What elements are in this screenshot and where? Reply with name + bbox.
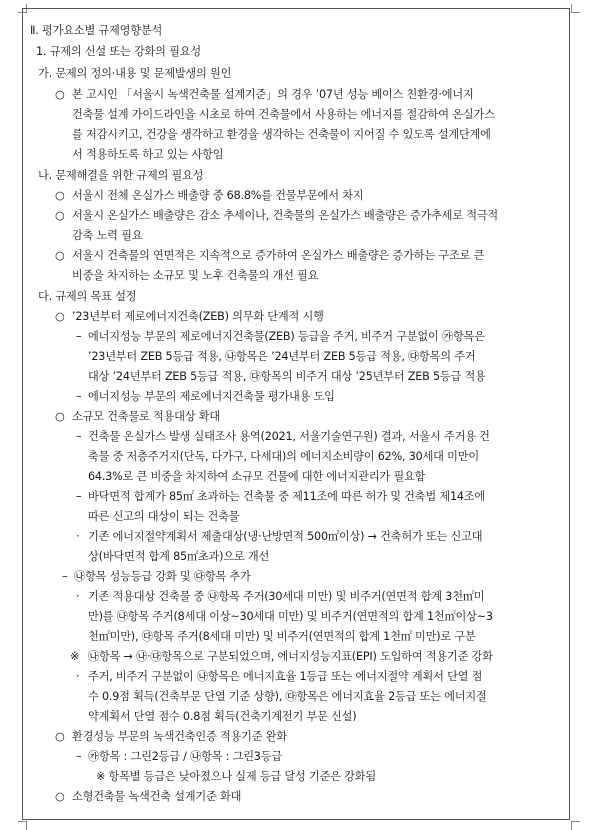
paragraph-line: 를 저감시키고, 건강을 생각하고 환경을 생각하는 건축물이 지어질 수 있도록 설계단계에 — [72, 128, 491, 141]
paragraph-line: 서울시 전체 온실가스 배출량 중 68.8%를 건물부문에서 차지 — [72, 189, 364, 202]
paragraph-line: 천㎡미만), ㉰항목 주거(8세대 미만) 및 비주거(연면적의 합계 1천㎡ 미만)로 구분 — [88, 630, 476, 643]
bullet-icon: ○ — [55, 730, 65, 743]
dot-icon: · — [76, 670, 80, 683]
note-icon: ※ — [70, 650, 80, 663]
bullet-icon: ○ — [55, 790, 65, 803]
paragraph-line: 본 고시인 「서울시 녹색건축물 설계기준」의 경우 ’07년 성능 베이스 친환경·에너지 — [72, 88, 474, 101]
section-title: Ⅱ. 평가요소별 규제영향분석 — [30, 24, 163, 37]
dash-icon: – — [62, 570, 68, 583]
bullet-icon: ○ — [55, 410, 65, 423]
paragraph-line: 건축물 설계 가이드라인을 시초로 하여 건축물에서 사용하는 에너지를 절감하여 온실가스 — [72, 108, 495, 121]
paragraph-line: 소규모 건축물로 적용대상 확대 — [72, 410, 220, 423]
dash-icon: – — [76, 430, 82, 443]
paragraph-line: 에너지성능 부문의 제로에너지건축물(ZEB) 등급을 주거, 비주거 구분없이 ㉮항목은 — [88, 330, 485, 343]
paragraph-line: 환경성능 부문의 녹색건축인증 적용기준 완화 — [72, 730, 287, 743]
dash-icon: – — [76, 330, 82, 343]
dot-icon: · — [76, 590, 80, 603]
paragraph-line: 따른 신고의 대상이 되는 건축물 — [88, 510, 240, 523]
paragraph-line: ’23년부터 ZEB 5등급 적용, ㉯항목은 ’24년부터 ZEB 5등급 적용, ㉰항목의 주거 — [88, 350, 476, 363]
paragraph-line: 축물 중 저층주거지(단독, 다가구, 다세대)의 에너지소비량이 62%, 30세대 미만이 — [88, 450, 479, 463]
paragraph-line: 감축 노력 필요 — [72, 229, 143, 242]
paragraph-line: 기존 에너지절약계획서 제출대상(냉·난방면적 500㎡이상) → 건축허가 또는 신고대 — [88, 530, 483, 543]
dash-icon: – — [76, 490, 82, 503]
bullet-icon: ○ — [55, 249, 65, 262]
paragraph-line: ㉮항목 : 그린2등급 / ㉯항목 : 그린3등급 — [88, 750, 282, 763]
paragraph-line: 바닥면적 합계가 85㎡ 초과하는 건축물 중 제11조에 따른 허가 및 건축법 제14조에 — [88, 490, 486, 503]
paragraph-line: ㉯항목 → ㉯·㉰항목으로 구분되었으며, 에너지성능지표(EPI) 도입하여 적용기준 강화 — [88, 650, 493, 663]
paragraph-line: 대상 ’24년부터 ZEB 5등급 적용, ㉰항목의 비주거 대상 ’25년부터 ZEB 5등급 적용 — [88, 370, 486, 383]
bullet-icon: ○ — [55, 189, 65, 202]
bullet-icon: ○ — [55, 88, 65, 101]
paragraph-line: 비중을 차지하는 소규모 및 노후 건축물의 개선 필요 — [72, 269, 319, 282]
paragraph-line: 약계획서 단열 점수 0.8점 획득(건축기계전기 부문 신설) — [88, 710, 357, 723]
paragraph-line: 서 적용하도록 하고 있는 사항임 — [72, 148, 224, 161]
paragraph-line: 기존 적용대상 건축물 중 ㉯항목 주거(30세대 미만) 및 비주거(연면적 합계 3천㎡미 — [88, 590, 485, 603]
corner-mark-top-right — [571, 4, 580, 13]
heading-na: 나. 문제해결을 위한 규제의 필요성 — [38, 169, 204, 182]
paragraph-line: 주거, 비주거 구분없이 ㉯항목은 에너지효율 1등급 또는 에너지절약 계획서 단열 점 — [88, 670, 483, 683]
paragraph-line: 서울시 건축물의 연면적은 지속적으로 증가하여 온실가스 배출량은 증가하는 구조로 큰 — [72, 249, 485, 262]
heading-da: 다. 규제의 목표 설정 — [38, 290, 137, 303]
paragraph-line: 에너지성능 부문의 제로에너지건축물 평가내용 도입 — [88, 390, 335, 403]
paragraph-line: ※ 항목별 등급은 낮아졌으나 실제 등급 달성 기준은 강화됨 — [96, 770, 376, 783]
paragraph-line: 소형건축물 녹색건축 설계기준 화대 — [72, 790, 242, 803]
dot-icon: · — [76, 530, 80, 543]
corner-mark-bottom-right — [571, 821, 580, 830]
paragraph-line: 건축물 온실가스 발생 실태조사 용역(2021, 서울기술연구원) 결과, 서울시 주거용 건 — [88, 430, 490, 443]
heading-ga: 가. 문제의 정의·내용 및 문제발생의 원인 — [38, 67, 232, 80]
paragraph-line: 상(바닥면적 합계 85㎡초과)으로 개선 — [88, 550, 270, 563]
paragraph-line: 서울시 온실가스 배출량은 감소 추세이나, 건축물의 온실가스 배출량은 증가추세로 적극적 — [72, 209, 499, 222]
paragraph-line: 만)를 ㉯항목 주거(8세대 이상~30세대 미만) 및 비주거(연면적의 합계 1천㎡이상~3 — [88, 610, 493, 623]
paragraph-line: 수 0.9점 획득(건축부문 단열 기준 상향), ㉰항목은 에너지효율 2등급 또는 에너지절 — [88, 690, 487, 703]
paragraph-line: 64.3%로 큰 비중을 차지하여 소규모 건물에 대한 에너지관리가 필요함 — [88, 470, 426, 483]
bullet-icon: ○ — [55, 209, 65, 222]
paragraph-line: ㉯항목 성능등급 강화 및 ㉰항목 추가 — [74, 570, 251, 583]
paragraph-line: ’23년부터 제로에너지건축(ZEB) 의무화 단계적 시행 — [72, 310, 324, 323]
dash-icon: – — [76, 750, 82, 763]
corner-mark-bottom-left — [18, 821, 27, 830]
dash-icon: – — [76, 390, 82, 403]
bullet-icon: ○ — [55, 310, 65, 323]
subsection-title-1: 1. 규제의 신설 또는 강화의 필요성 — [36, 45, 201, 58]
